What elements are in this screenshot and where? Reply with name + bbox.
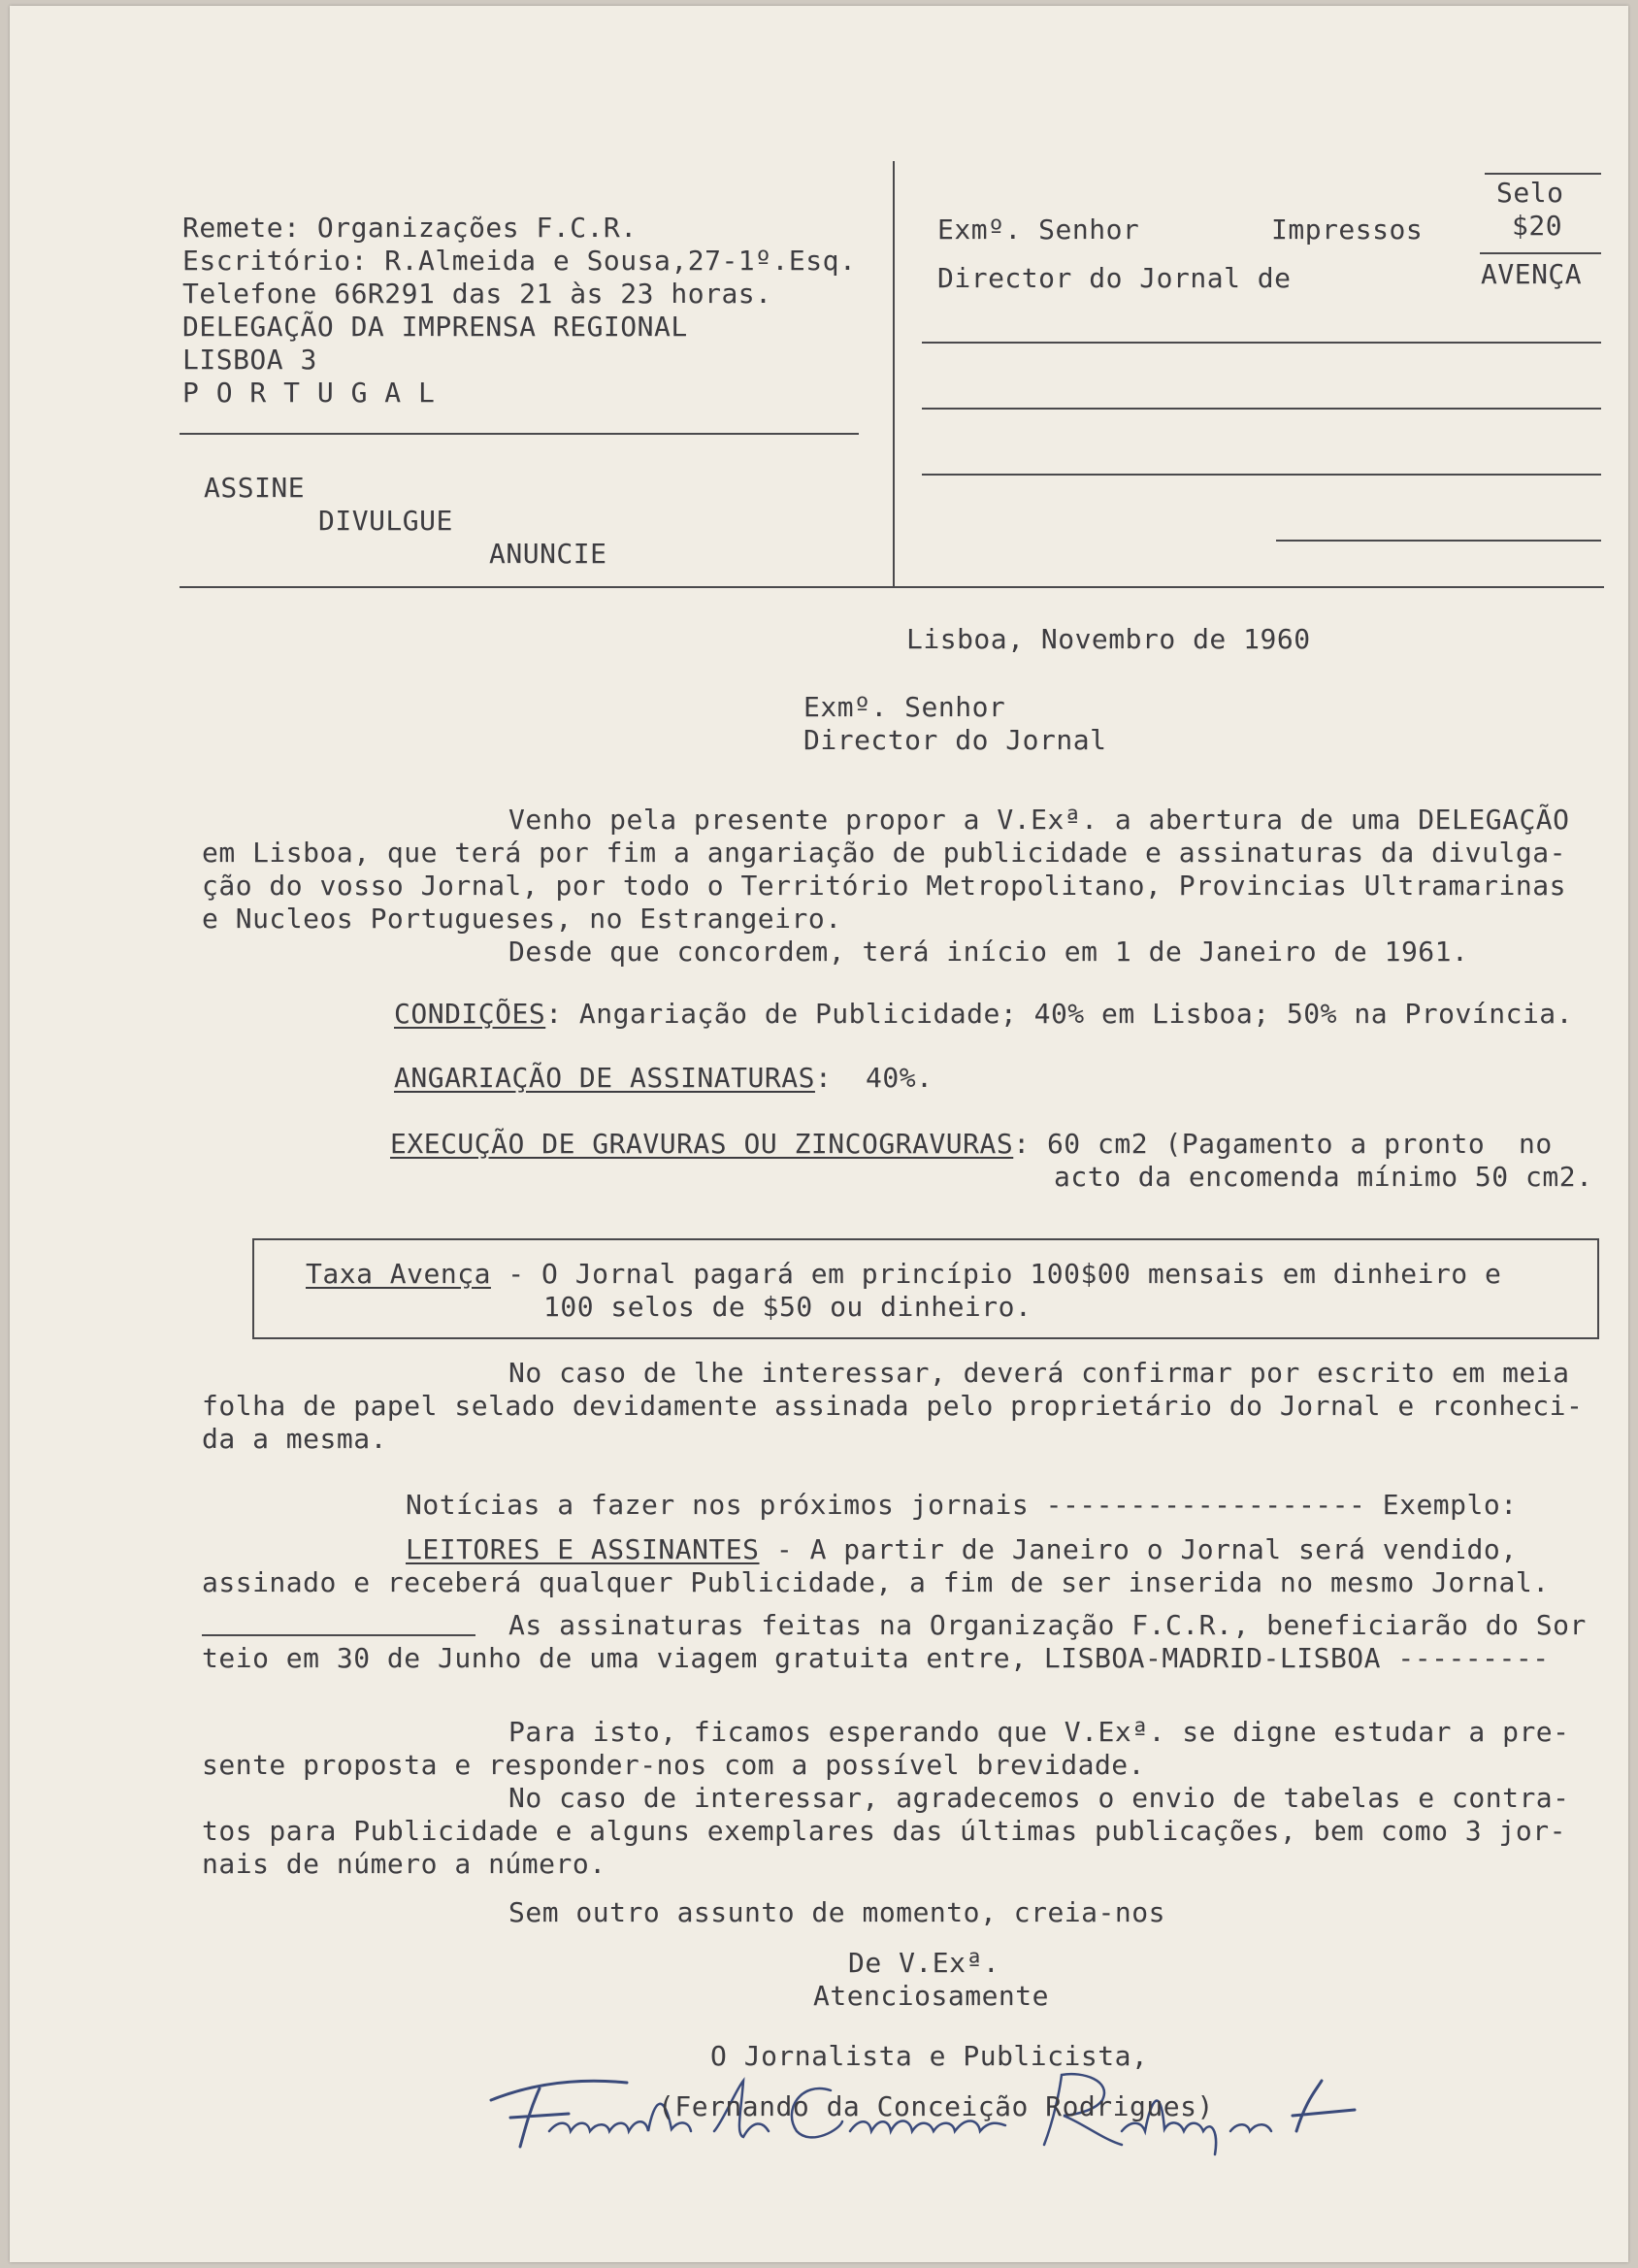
recipient-line-1: Exmº. Senhor <box>803 691 1006 723</box>
address-line-2 <box>922 408 1601 410</box>
sender-line-3: Telefone 66R291 das 21 às 23 horas. <box>182 278 772 310</box>
fee-text: - O Jornal pagará em princípio 100$00 mensais em dinheiro e <box>490 1258 1502 1290</box>
body-line: No caso de lhe interessar, deverá confirmar por escrito em meia <box>508 1357 1570 1389</box>
subscriptions-line <box>394 1062 933 1095</box>
recipient-line-2: Director do Jornal <box>803 724 1107 756</box>
letter-sheet <box>10 6 1628 2262</box>
sender-line-2: Escritório: R.Almeida e Sousa,27-1º.Esq. <box>182 245 857 277</box>
stamp-label: Selo <box>1496 177 1564 209</box>
engraving-label: EXECUÇÃO DE GRAVURAS OU ZINCOGRAVURAS <box>390 1128 1014 1160</box>
closing-line-1: De V.Exª. <box>848 1947 1000 1979</box>
body-line: da a mesma. <box>202 1423 387 1455</box>
letter-date: Lisboa, Novembro de 1960 <box>906 623 1311 655</box>
body-line: teio em 30 de Junho de uma viagem gratuita entre, LISBOA-MADRID-LISBOA --------- <box>202 1642 1550 1674</box>
stamp-top-rule <box>1485 173 1601 175</box>
body-line: No caso de interessar, agradecemos o envio de tabelas e contra- <box>508 1782 1570 1814</box>
slogan-divulgue: DIVULGUE <box>318 505 453 537</box>
sender-line-4: DELEGAÇÃO DA IMPRENSA REGIONAL <box>182 311 688 343</box>
body-line: Para isto, ficamos esperando que V.Exª. se digne estudar a pre- <box>508 1716 1570 1748</box>
fee-line <box>306 1258 1501 1291</box>
stamp-bottom-rule <box>1480 252 1601 254</box>
sender-line-5: LISBOA 3 <box>182 344 317 376</box>
body-line: nais de número a número. <box>202 1848 606 1880</box>
address-salutation: Exmº. Senhor <box>937 214 1140 246</box>
signatory-name: (Fernando da Conceição Rodrigues) <box>658 2090 1214 2122</box>
conditions-line <box>394 998 1573 1031</box>
sender-line-1: Remete: Organizações F.C.R. <box>182 212 638 244</box>
sender-divider <box>180 433 859 435</box>
slogan-anuncie: ANUNCIE <box>489 538 607 570</box>
header-vertical-divider <box>893 161 895 588</box>
closing-line-2: Atenciosamente <box>813 1980 1050 2012</box>
readers-text: - A partir de Janeiro o Jornal será vendido, <box>759 1533 1518 1565</box>
address-director: Director do Jornal de <box>937 262 1292 294</box>
address-line-3 <box>922 474 1601 476</box>
address-line-1 <box>922 342 1601 344</box>
address-printed-label: Impressos <box>1271 214 1424 246</box>
engraving-line <box>390 1128 1553 1161</box>
engraving-line-2: acto da encomenda mínimo 50 cm2. <box>1054 1161 1593 1193</box>
subscriptions-text: : 40%. <box>814 1062 934 1094</box>
body-line: Sem outro assunto de momento, creia-nos <box>508 1896 1165 1928</box>
news-line: Notícias a fazer nos próximos jornais ------------------- Exemplo: <box>406 1489 1518 1521</box>
conditions-text: : Angariação de Publicidade; 40% em Lisboa; 50% na Província. <box>545 998 1574 1030</box>
body-line: em Lisboa, que terá por fim a angariação de publicidade e assinaturas da divulga- <box>202 837 1566 869</box>
slogan-assine: ASSINE <box>204 472 306 504</box>
avenca-label: AVENÇA <box>1481 258 1583 290</box>
address-line-4 <box>1276 540 1601 542</box>
subscriptions-label: ANGARIAÇÃO DE ASSINATURAS <box>394 1062 815 1094</box>
body-line: sente proposta e responder-nos com a possível brevidade. <box>202 1749 1146 1781</box>
body-line: Desde que concordem, terá início em 1 de Janeiro de 1961. <box>508 936 1469 968</box>
conditions-label: CONDIÇÕES <box>394 998 546 1030</box>
body-line: e Nucleos Portugueses, no Estrangeiro. <box>202 903 842 935</box>
fee-line-2: 100 selos de $50 ou dinheiro. <box>543 1291 1032 1323</box>
blank-underline <box>202 1634 475 1636</box>
body-line: As assinaturas feitas na Organização F.C.R., beneficiarão do Sor <box>508 1609 1587 1641</box>
readers-line <box>406 1533 1518 1566</box>
sender-line-6: P O R T U G A L <box>182 377 436 409</box>
header-bottom-rule <box>180 586 1604 588</box>
stamp-value: $20 <box>1512 210 1563 242</box>
readers-label: LEITORES E ASSINANTES <box>406 1533 760 1565</box>
body-line: folha de papel selado devidamente assinada pelo proprietário do Jornal e rconheci- <box>202 1390 1584 1422</box>
body-line: Venho pela presente propor a V.Exª. a abertura de uma DELEGAÇÃO <box>508 804 1570 836</box>
body-line: tos para Publicidade e alguns exemplares das últimas publicações, bem como 3 jor- <box>202 1815 1566 1847</box>
engraving-text: : 60 cm2 (Pagamento a pronto no <box>1013 1128 1553 1160</box>
closing-line-3: O Jornalista e Publicista, <box>710 2040 1149 2072</box>
body-line: assinado e receberá qualquer Publicidade, a fim de ser inserida no mesmo Jornal. <box>202 1566 1550 1598</box>
fee-label: Taxa Avença <box>306 1258 491 1290</box>
body-line: ção do vosso Jornal, por todo o Território Metropolitano, Provincias Ultramarinas <box>202 870 1566 902</box>
